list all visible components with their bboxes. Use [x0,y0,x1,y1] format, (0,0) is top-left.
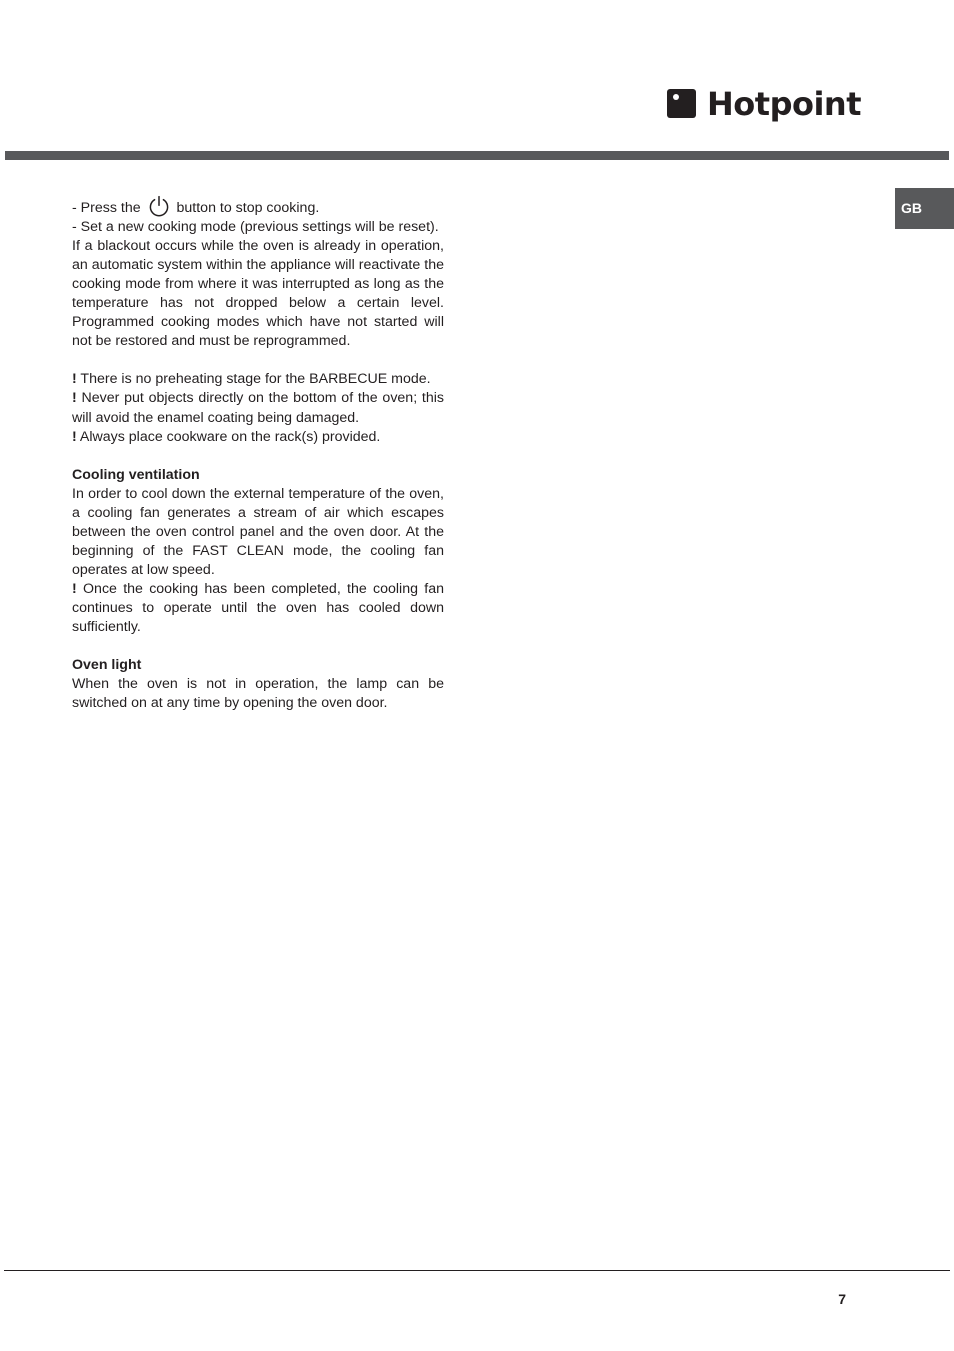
warning-mark: ! [72,428,77,445]
footer-divider [4,1270,950,1271]
warning-item [72,370,444,389]
cooling-ventilation-heading: Cooling ventilation [72,466,200,483]
warning-mark: ! [72,371,77,388]
new-mode-line: - Set a new cooking mode (previous settings will be reset). [72,219,439,236]
page-number: 7 [838,1291,846,1307]
spacer [72,637,444,656]
oven-light-heading: Oven light [72,657,142,674]
warning-text: Once the cooking has been completed, the cooling fan continues to operate until the oven has cooled down sufficiently. [72,580,444,636]
cooling-warning [72,580,444,637]
warning-text: Never put objects directly on the bottom of the oven; this will avoid the enamel coating being damaged. [72,390,444,426]
warning-text: Always place cookware on the rack(s) provided. [79,428,381,445]
oven-light-body: When the oven is not in operation, the lamp can be switched on at any time by opening the oven door. [72,676,444,712]
warning-text: There is no preheating stage for the BARBECUE mode. [80,371,431,388]
warning-mark: ! [72,390,77,407]
brand-logo [667,84,861,124]
stop-cooking-line [72,195,444,218]
warning-item [72,428,444,447]
header-divider [5,151,949,160]
stop-cooking-prefix: - Press the [72,200,141,216]
hotpoint-logo-icon [667,89,696,118]
cooling-ventilation-body: In order to cool down the external temperature of the oven, a cooling fan generates a stream of air which escapes between the oven control panel and the oven door. At the beginning of the FAST CLEAN mode, the cooling fan operates at low speed. [72,485,444,578]
warning-mark: ! [72,580,77,597]
stop-cooking-suffix: button to stop cooking. [176,200,320,216]
spacer [72,447,444,466]
blackout-paragraph: If a blackout occurs while the oven is already in operation, an automatic system within the appliance will reactivate the cooking mode from where it was interrupted as long as the temperature has not dropped below a certain level. Programmed cooking modes which have not started will not be restored and must be reprogrammed. [72,238,444,350]
brand-name: Hotpoint [707,85,861,123]
main-content [72,195,444,713]
warning-item [72,389,444,427]
power-icon [148,195,170,217]
spacer [72,351,444,370]
language-tab: GB [895,188,954,229]
